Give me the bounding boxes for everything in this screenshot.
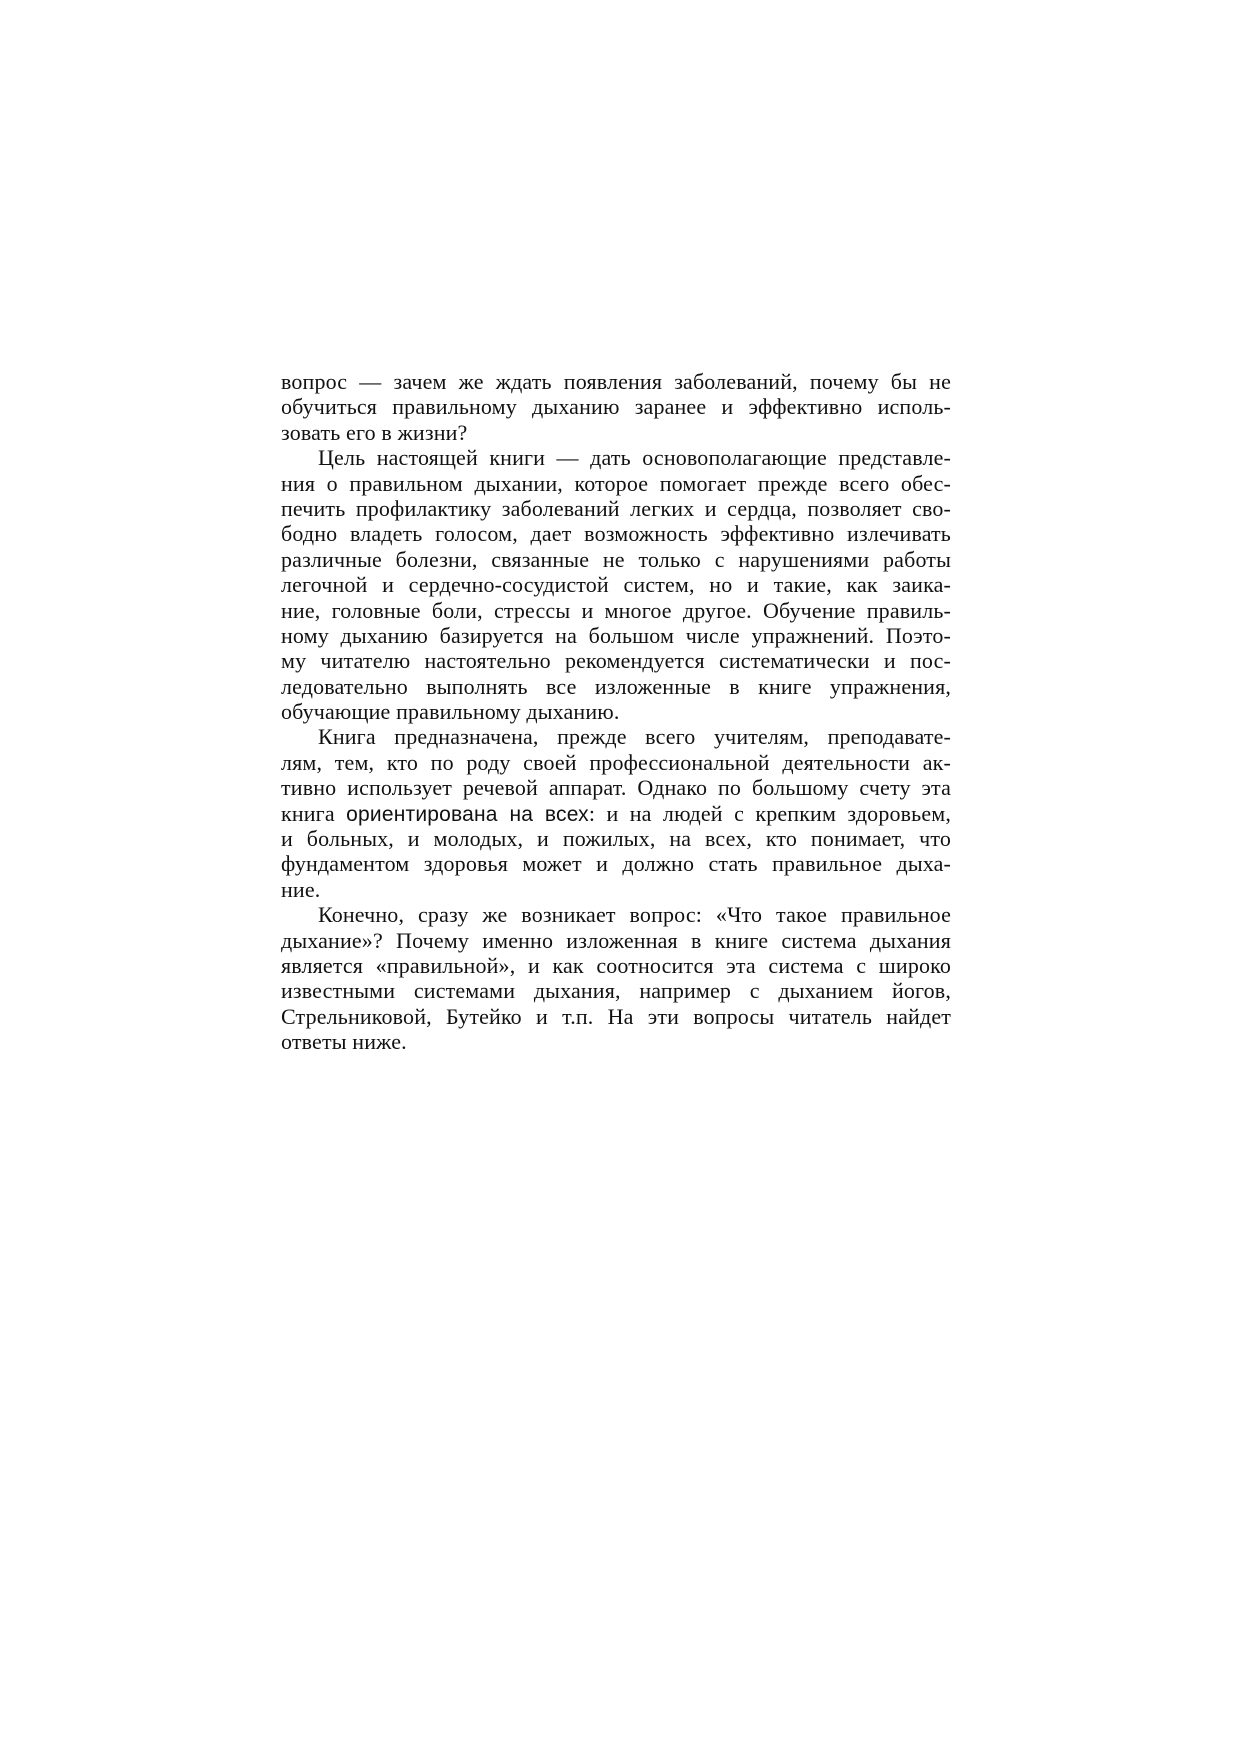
text-fragment: книга [281, 800, 347, 826]
text-line: является «правильной», и как соотносится эта система с широко [281, 952, 951, 978]
text-line: и больных, и молодых, и пожилых, на всех, кто понимает, что [281, 826, 951, 852]
text-line: легочной и сердечно-сосудистой систем, но и такие, как заика- [281, 572, 951, 598]
text-line: зовать его в жизни? [281, 419, 468, 445]
text-line: ние. [281, 876, 321, 902]
body-text [281, 369, 951, 1055]
text-line: лям, тем, кто по роду своей профессиональной деятельности ак- [281, 749, 951, 775]
text-line: Конечно, сразу же возникает вопрос: «Что такое правильное [318, 902, 951, 928]
text-line: фундаментом здоровья может и должно стать правильное дыха- [281, 851, 951, 877]
text-line: ледовательно выполнять все изложенные в книге упражнения, [281, 673, 951, 699]
text-line: ному дыханию базируется на большом числе упражнений. Поэто- [281, 622, 951, 648]
text-line: му читателю настоятельно рекомендуется систематически и пос- [281, 648, 951, 674]
text-line: Стрельниковой, Бутейко и т.п. На эти вопросы читатель найдет [281, 1003, 951, 1029]
text-line: ние, головные боли, стрессы и многое другое. Обучение правиль- [281, 597, 951, 623]
text-line: тивно использует речевой аппарат. Однако по большому счету эта [281, 775, 951, 801]
text-line: обучиться правильному дыханию заранее и эффективно исполь- [281, 394, 951, 420]
text-line: печить профилактику заболеваний легких и сердца, позволяет сво- [281, 495, 951, 521]
text-line: Книга предназначена, прежде всего учителям, преподавате- [318, 724, 951, 750]
text-line: дыхание»? Почему именно изложенная в книге система дыхания [281, 927, 951, 953]
text-line: бодно владеть голосом, дает возможность эффективно излечивать [281, 521, 951, 547]
text-line: ния о правильном дыхании, которое помогает прежде всего обес- [281, 470, 951, 496]
text-line: вопрос — зачем же ждать появления заболеваний, почему бы не [281, 369, 951, 394]
text-line [281, 801, 951, 826]
text-line: различные болезни, связанные не только с нарушениями работы [281, 546, 951, 572]
text-line: известными системами дыхания, например с дыханием йогов, [281, 978, 951, 1004]
text-line: обучающие правильному дыханию. [281, 699, 620, 725]
text-line: Цель настоящей книги — дать основополагающие представле- [318, 445, 951, 471]
text-line: ответы ниже. [281, 1029, 407, 1055]
text-fragment: : и на людей с крепким здоровьем, [588, 800, 951, 826]
emphasized-text: ориентирована на всех [346, 802, 589, 826]
